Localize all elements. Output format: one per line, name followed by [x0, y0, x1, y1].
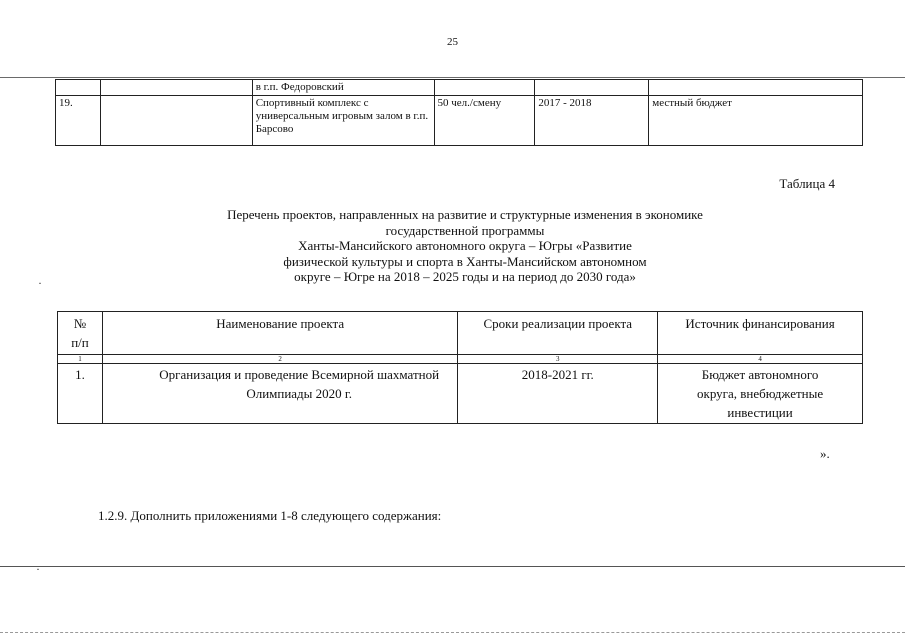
object-name: Спортивный комплекс с универсальным игровым залом в г.п. Барсово [252, 96, 434, 146]
column-number: 3 [458, 355, 658, 364]
header-project-name: Наименование проекта [102, 312, 457, 355]
table-label: Таблица 4 [779, 176, 835, 191]
heading-line: Перечень проектов, направленных на развитие и структурные изменения в экономике [227, 207, 703, 222]
heading-line: физической культуры и спорта в Ханты-Мансийском автономном [283, 253, 647, 269]
project-period: 2018-2021 гг. [458, 364, 658, 424]
row-number: 19. [56, 96, 101, 146]
row-number: 1. [58, 364, 103, 424]
table-row [58, 364, 863, 424]
page-bottom-rule [0, 566, 905, 567]
project-name: Организация и проведение Всемирной шахматной Олимпиады 2020 г. [102, 364, 457, 424]
row-empty-cell [100, 96, 252, 146]
page-top-rule [0, 77, 905, 78]
period: 2017 - 2018 [535, 96, 649, 146]
previous-table-continuation [55, 79, 863, 146]
instruction-paragraph: 1.2.9. Дополнить приложениями 1-8 следующего содержания: [98, 508, 442, 523]
closing-quote: ». [820, 446, 830, 461]
table-header-row [58, 312, 863, 355]
funding-source: Бюджет автономного округа, внебюджетные инвестиции [658, 364, 863, 424]
object-name: в г.п. Федоровский [252, 80, 434, 96]
capacity [434, 80, 535, 96]
row-number [56, 80, 101, 96]
column-number-row [58, 355, 863, 364]
heading-line: государственной программы [385, 222, 545, 238]
column-number: 1 [58, 355, 103, 364]
heading-line: округе – Югре на 2018 – 2025 годы и на период до 2030 года» [294, 269, 636, 284]
page-number: 25 [447, 36, 458, 48]
header-number [58, 312, 103, 355]
table-row [56, 80, 863, 96]
period [535, 80, 649, 96]
page-edge-rule [0, 632, 905, 633]
header-funding-source: Источник финансирования [658, 312, 863, 355]
funding-source [649, 80, 863, 96]
projects-table [57, 311, 863, 424]
column-number: 2 [102, 355, 457, 364]
column-number: 4 [658, 355, 863, 364]
scan-speck: · [36, 562, 40, 576]
table-heading [150, 207, 780, 285]
heading-line: Ханты-Мансийского автономного округа – Югры «Развитие [298, 238, 632, 253]
row-empty-cell [100, 80, 252, 96]
header-number-line1: № [73, 316, 87, 331]
table-row [56, 96, 863, 146]
funding-source: местный бюджет [649, 96, 863, 146]
capacity: 50 чел./смену [434, 96, 535, 146]
header-number-line2: п/п [71, 335, 89, 350]
header-period: Сроки реализации проекта [458, 312, 658, 355]
scan-speck: · [38, 276, 42, 290]
